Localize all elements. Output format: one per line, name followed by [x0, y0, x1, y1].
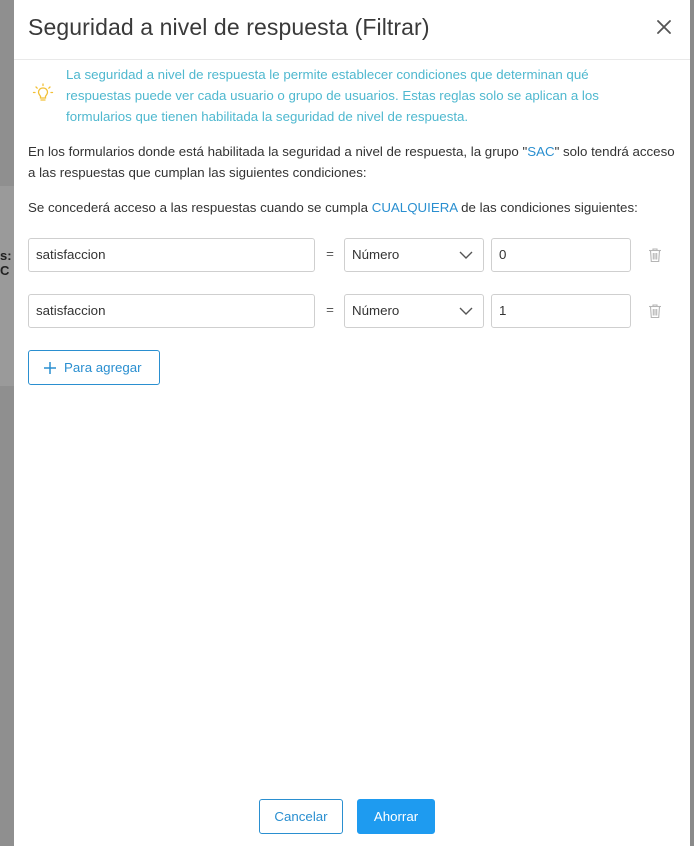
condition-type-select[interactable]	[344, 294, 484, 328]
add-condition-label: Para agregar	[64, 360, 142, 375]
condition-field-input[interactable]: satisfaccion	[28, 238, 315, 272]
description-after: " solo tendrá acceso a las respuestas que cumplan las siguientes condiciones:	[28, 144, 675, 180]
match-mode-link[interactable]: CUALQUIERA	[371, 200, 458, 215]
group-name[interactable]: SAC	[527, 144, 555, 159]
lightbulb-icon	[32, 82, 54, 104]
cancel-button[interactable]: Cancelar	[259, 799, 343, 834]
backdrop-page-fragment	[0, 186, 14, 386]
condition-operator: =	[326, 246, 334, 261]
condition-type-value: Número	[352, 303, 400, 318]
description-text	[28, 141, 678, 183]
response-security-modal	[14, 0, 690, 846]
save-button[interactable]: Ahorrar	[357, 799, 435, 834]
chevron-down-icon	[459, 305, 473, 317]
header-divider	[14, 59, 690, 60]
grant-text	[28, 197, 678, 218]
trash-icon[interactable]	[647, 303, 663, 319]
condition-field-input[interactable]: satisfaccion	[28, 294, 315, 328]
condition-operator: =	[326, 302, 334, 317]
chevron-down-icon	[459, 249, 473, 261]
close-button[interactable]	[652, 15, 676, 39]
trash-icon[interactable]	[647, 247, 663, 263]
close-icon	[657, 20, 671, 34]
info-text: La seguridad a nivel de respuesta le permite establecer condiciones que determinan qué respuestas puede ver cada usuario o grupo de usuarios. Estas reglas solo se aplican a los formularios que tienen habilitada la seguridad de nivel de respuesta.	[66, 67, 599, 124]
add-condition-button[interactable]	[28, 350, 160, 385]
condition-value-input[interactable]: 0	[491, 238, 631, 272]
condition-type-value: Número	[352, 247, 400, 262]
condition-row	[28, 294, 678, 328]
grant-before: Se concederá acceso a las respuestas cuando se cumpla	[28, 200, 372, 215]
modal-title: Seguridad a nivel de respuesta (Filtrar)	[28, 14, 430, 40]
backdrop-text: s: C	[0, 248, 12, 278]
backdrop	[0, 0, 14, 846]
plus-icon	[43, 361, 57, 375]
description-before: En los formularios donde está habilitada la seguridad a nivel de respuesta, la grupo "	[28, 144, 528, 159]
condition-type-select[interactable]	[344, 238, 484, 272]
grant-after: de las condiciones siguientes:	[457, 200, 638, 215]
condition-row	[28, 238, 678, 272]
backdrop-right	[690, 0, 694, 846]
condition-value-input[interactable]: 1	[491, 294, 631, 328]
